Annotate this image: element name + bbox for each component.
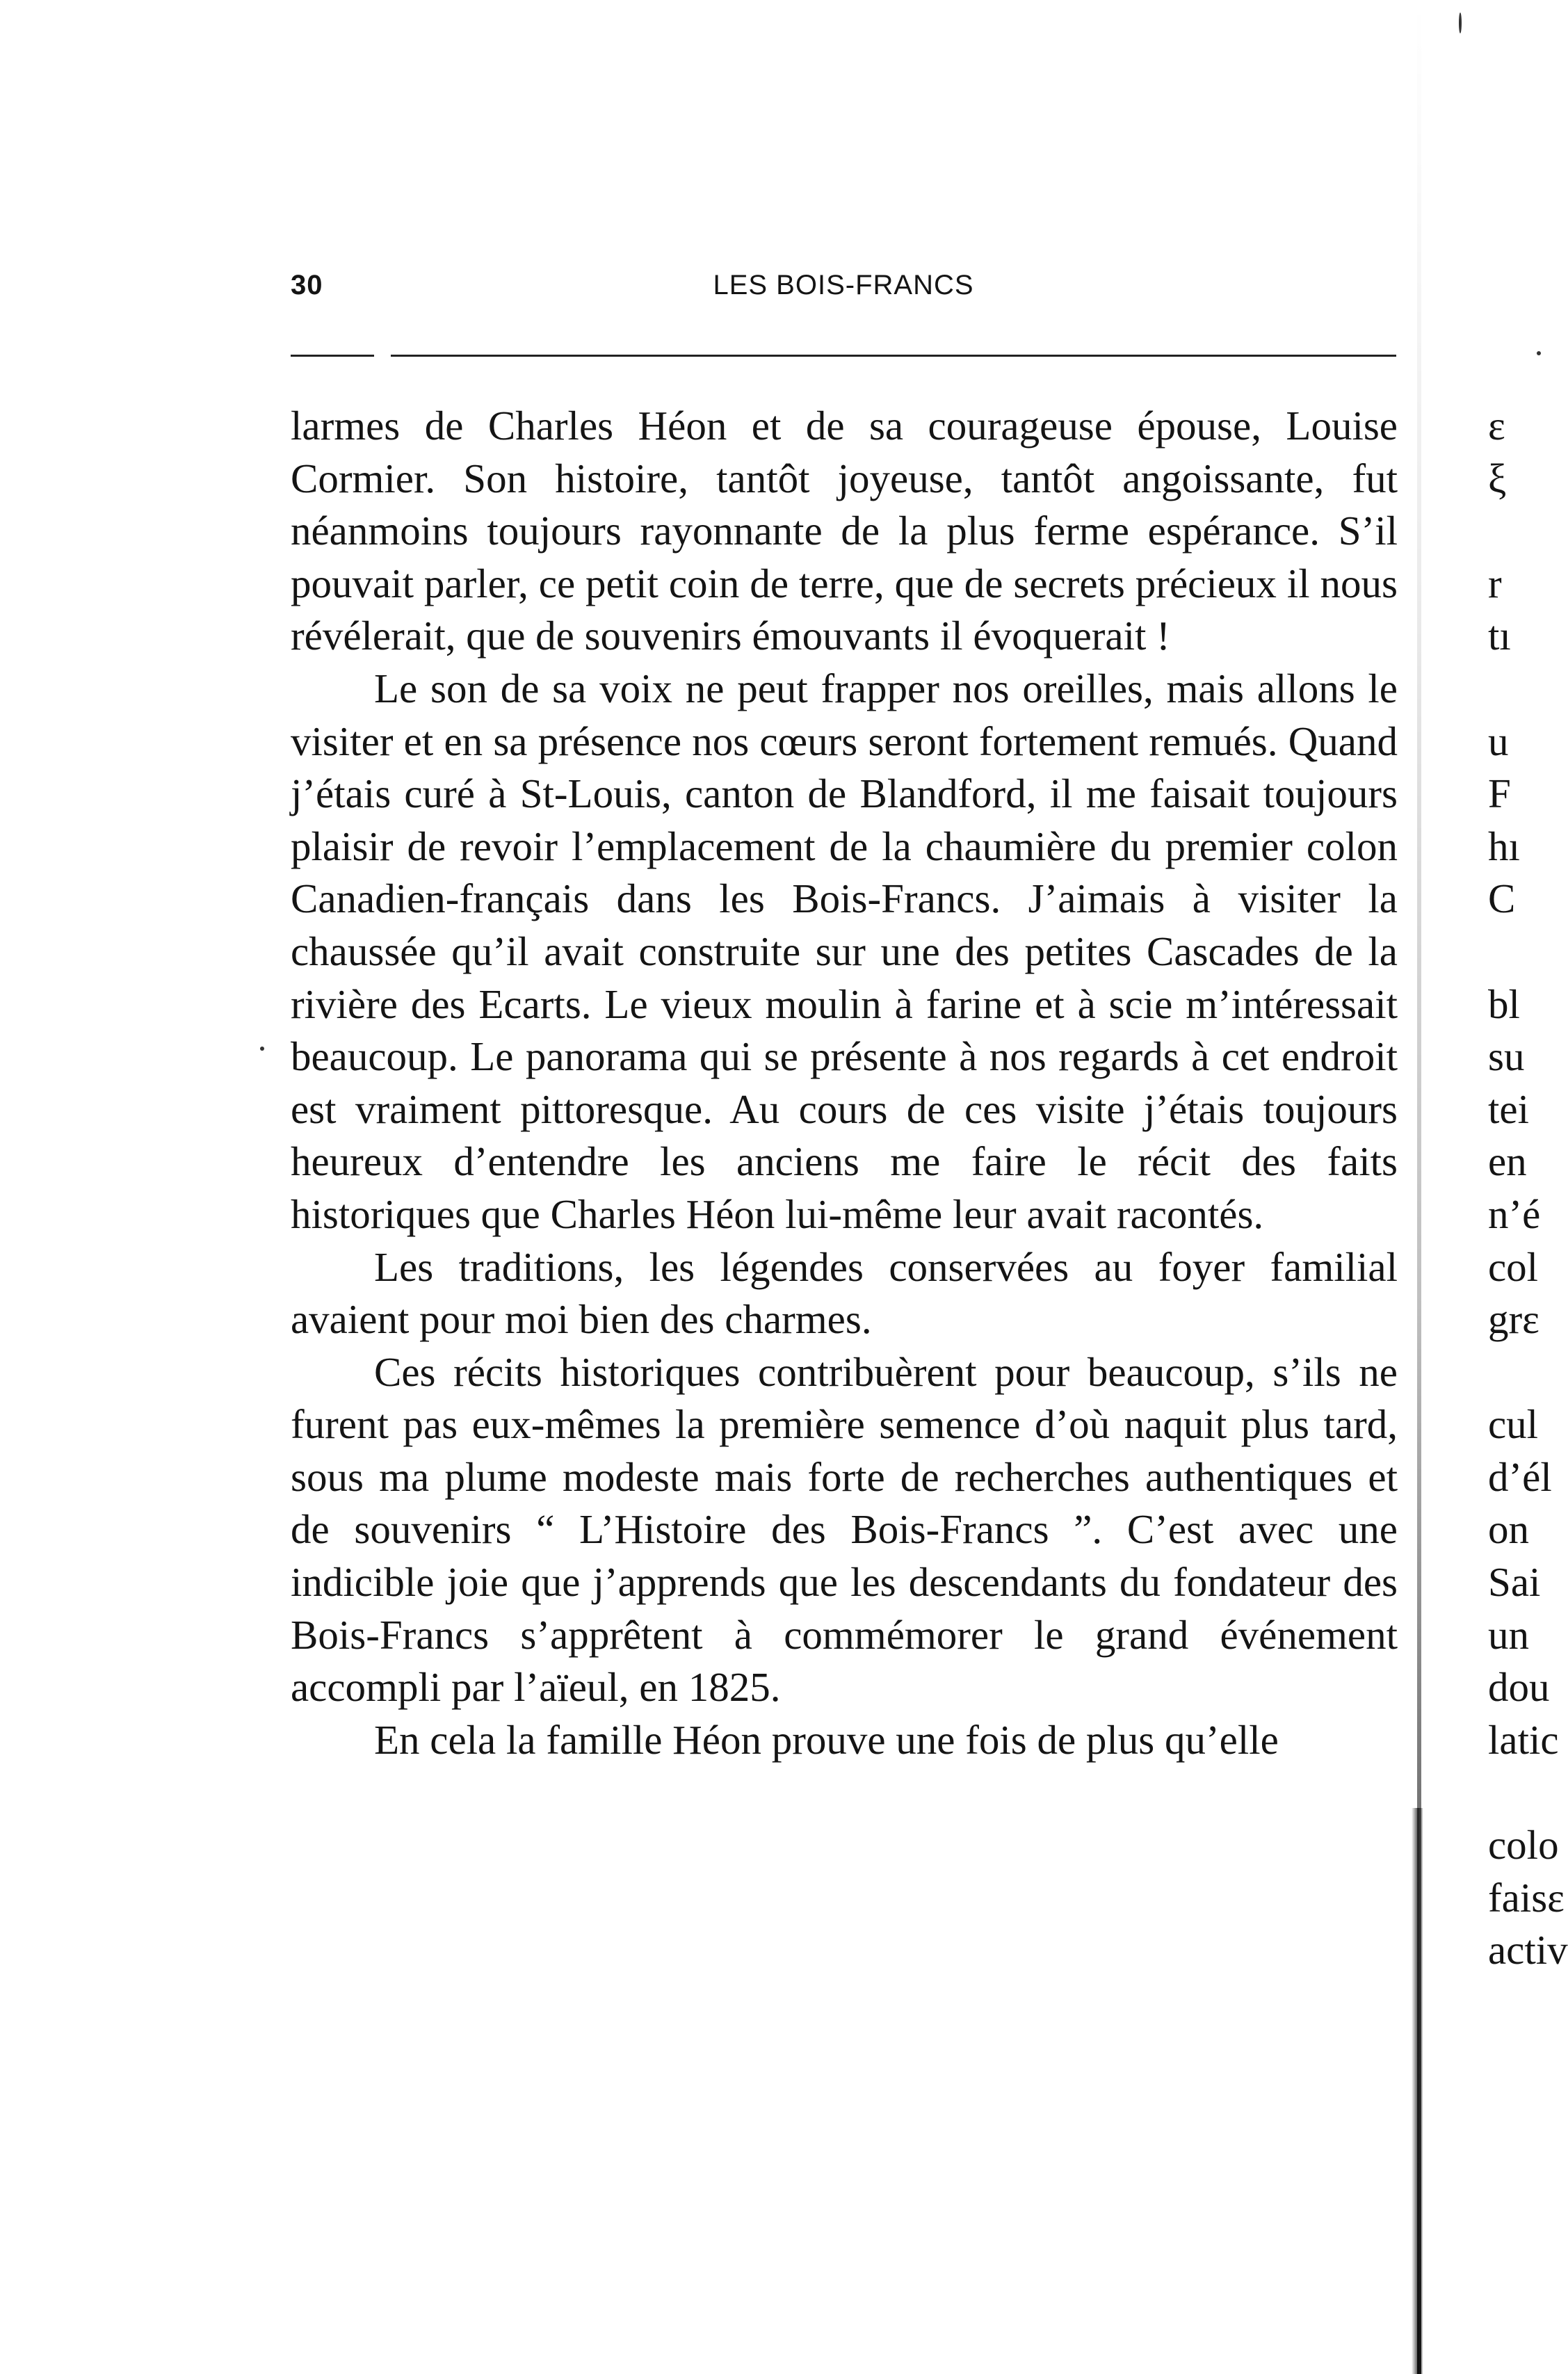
scan-speck	[1537, 351, 1541, 355]
paragraph-4: Ces récits historiques contribuèrent pour beaucoup, s’ils ne furent pas eux-mêmes la première semence d’où naquit plus tard, sous ma plume modeste mais forte de recherches authentiques et de souvenirs “ L’Histoire des Bois-Francs ”. C’est avec une indicible joie que j’apprends que les descendants du fondateur des Bois-Francs s’apprêtent à commémorer le grand événement accompli par l’aïeul, en 1825.	[291, 1348, 1398, 1711]
facing-page-fragment: col	[1488, 1243, 1539, 1290]
facing-page-fragment: dou	[1488, 1664, 1550, 1711]
facing-page-fragment	[1488, 1766, 1546, 1819]
facing-page-fragment: en	[1488, 1138, 1527, 1185]
facing-page-fragment	[1488, 1346, 1546, 1399]
facing-page-fragment: hı	[1488, 823, 1520, 869]
facing-page-fragment: su	[1488, 1033, 1525, 1080]
facing-page-fragment: tei	[1488, 1085, 1529, 1132]
facing-page-fragment: C	[1488, 875, 1516, 922]
facing-page-fragment: Sai	[1488, 1559, 1541, 1606]
body-text	[291, 400, 1398, 1766]
facing-page-fragment: d’él	[1488, 1453, 1552, 1500]
facing-page-fragment: grε	[1488, 1296, 1539, 1343]
facing-page-edge	[1488, 400, 1568, 2069]
facing-page-fragment: r	[1488, 560, 1502, 606]
facing-page-fragment: latic	[1488, 1716, 1559, 1763]
header-rule-left	[291, 355, 374, 357]
binding-shadow	[1412, 1808, 1423, 2374]
paragraph-1: larmes de Charles Héon et de sa courageuse épouse, Louise Cormier. Son histoire, tantôt joyeuse, tantôt angoissante, fut néanmoins toujours rayonnante de la plus ferme espérance. S’il pouvait parler, ce petit coin de terre, que de secrets précieux il nous révélerait, que de souvenirs émouvants il évoquerait !	[291, 403, 1398, 659]
running-head	[291, 270, 1396, 312]
facing-page-fragment: on	[1488, 1506, 1529, 1553]
facing-page-fragment: ε	[1488, 403, 1505, 449]
facing-page-fragment	[1488, 505, 1546, 558]
running-title: LES BOIS-FRANCS	[713, 270, 974, 300]
facing-page-fragment: tı	[1488, 613, 1511, 659]
scan-speck	[1459, 13, 1462, 33]
facing-page-fragment: bl	[1488, 980, 1520, 1027]
header-rule-right	[391, 355, 1396, 357]
page-number: 30	[291, 270, 323, 300]
facing-page-fragment	[1488, 663, 1546, 716]
facing-page-fragment: F	[1488, 770, 1511, 817]
facing-page-fragment	[1488, 926, 1546, 978]
paragraph-2: Le son de sa voix ne peut frapper nos oreilles, mais allons le visiter et en sa présence nos cœurs seront fortement remués. Quand j’étais curé à St-Louis, canton de Blandford, il me faisait toujours plaisir de revoir l’emplacement de la chaumière du premier colon Canadien-français dans les Bois-Francs. J’aimais à visiter la chaussée qu’il avait construite sur une des petites Cascades de la rivière des Ecarts. Le vieux moulin à farine et à scie m’intéressait beaucoup. Le panorama qui se présente à nos regards à cet endroit est vraiment pittoresque. Au cours de ces visite j’étais toujours heureux d’entendre les anciens me faire le récit des faits historiques que Charles Héon lui-même leur avait racontés.	[291, 665, 1398, 1237]
facing-page-fragment: colo	[1488, 1822, 1559, 1868]
paragraph-3: Les traditions, les légendes conservées au foyer familial avaient pour moi bien des charmes.	[291, 1243, 1398, 1343]
facing-page-fragment: n’é	[1488, 1190, 1541, 1237]
facing-page-fragment: activ	[1488, 1927, 1568, 1973]
facing-page-fragment: ξ	[1488, 455, 1507, 501]
facing-page-fragment: cul	[1488, 1401, 1539, 1448]
scan-speck	[260, 1047, 264, 1051]
facing-page-fragment: u	[1488, 718, 1509, 764]
facing-page-fragment: un	[1488, 1611, 1529, 1658]
facing-page-fragment: faisε	[1488, 1874, 1565, 1921]
paragraph-5: En cela la famille Héon prouve une fois de plus qu’elle	[374, 1716, 1279, 1763]
